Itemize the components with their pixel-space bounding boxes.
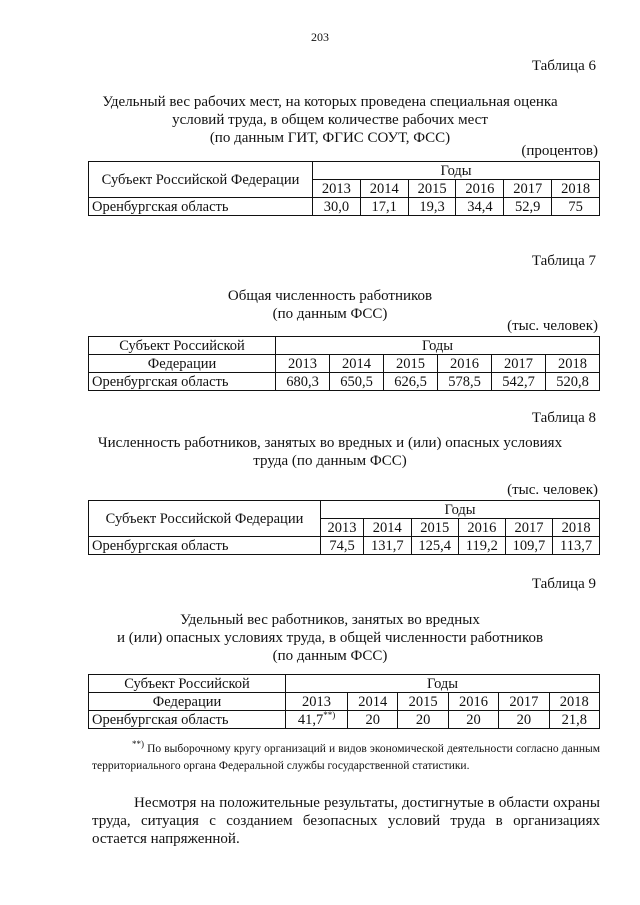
year-cell: 2016 [438, 355, 492, 373]
year-cell: 2015 [408, 180, 456, 198]
table-8-label: Таблица 8 [531, 410, 596, 426]
subject-header-line: Федерации [89, 355, 276, 373]
year-cell: 2013 [313, 180, 361, 198]
year-cell: 2015 [384, 355, 438, 373]
year-cell: 2018 [546, 355, 600, 373]
row-label: Оренбургская область [89, 198, 313, 216]
year-cell: 2017 [504, 180, 552, 198]
year-cell: 2014 [360, 180, 408, 198]
table-6-label: Таблица 6 [531, 58, 596, 74]
value-cell: 20 [398, 711, 448, 729]
value-cell: 20 [448, 711, 498, 729]
value-cell: 113,7 [553, 537, 600, 555]
value-cell: 34,4 [456, 198, 504, 216]
year-cell: 2015 [411, 519, 458, 537]
value-cell: 21,8 [549, 711, 599, 729]
footnote-text: По выборочному кругу организаций и видов экономической деятельности согласно данным территориального органа Федеральной службы государственной статистики. [92, 743, 601, 772]
value-cell: 52,9 [504, 198, 552, 216]
body-paragraph: Несмотря на положительные результаты, достигнутые в области охраны труда, ситуация с созданием безопасных условий труда в организациях остается напряженной. [92, 795, 600, 847]
title-line: труда (по данным ФСС) [253, 453, 407, 469]
value-cell: 20 [348, 711, 398, 729]
table-7 [88, 336, 600, 391]
value-text: 41,7 [297, 711, 324, 728]
row-label: Оренбургская область [89, 537, 321, 555]
value-cell: 119,2 [458, 537, 505, 555]
year-cell: 2013 [321, 519, 364, 537]
value-cell: 131,7 [364, 537, 411, 555]
subject-header-line: Федерации [89, 693, 286, 711]
title-line: Удельный вес работников, занятых во вредных [180, 612, 480, 628]
table-7-unit: (тыс. человек) [507, 318, 598, 334]
year-cell: 2015 [398, 693, 448, 711]
value-cell: 74,5 [321, 537, 364, 555]
value-cell: 20 [499, 711, 549, 729]
title-line: и (или) опасных условиях труда, в общей численности работников [116, 630, 544, 646]
value-cell: 109,7 [505, 537, 552, 555]
year-cell: 2017 [505, 519, 552, 537]
table-7-label: Таблица 7 [531, 253, 596, 269]
value-cell: 542,7 [492, 373, 546, 391]
value-cell: 75 [552, 198, 600, 216]
year-cell: 2014 [330, 355, 384, 373]
footnote [92, 741, 600, 775]
row-label: Оренбургская область [89, 373, 276, 391]
years-header: Годы [286, 675, 600, 693]
subject-header-line: Субъект Российской [89, 675, 286, 693]
year-cell: 2017 [499, 693, 549, 711]
title-line: (по данным ФСС) [272, 648, 388, 664]
row-label: Оренбургская область [89, 711, 286, 729]
subject-header: Субъект Российской Федерации [89, 162, 313, 198]
table-8 [88, 500, 600, 555]
year-cell: 2016 [456, 180, 504, 198]
value-cell: 626,5 [384, 373, 438, 391]
subject-header: Субъект Российской Федерации [89, 501, 321, 537]
value-cell: 680,3 [276, 373, 330, 391]
year-cell: 2014 [364, 519, 411, 537]
years-header: Годы [313, 162, 600, 180]
year-cell: 2018 [553, 519, 600, 537]
footnote-mark: **) [132, 739, 144, 750]
title-line: (по данным ГИТ, ФГИС СОУТ, ФСС) [209, 130, 451, 146]
table-6-title [60, 93, 600, 147]
table-6-unit: (процентов) [521, 143, 598, 159]
value-cell: 520,8 [546, 373, 600, 391]
table-8-unit: (тыс. человек) [507, 482, 598, 498]
value-cell: 125,4 [411, 537, 458, 555]
year-cell: 2017 [492, 355, 546, 373]
table-9-label: Таблица 9 [531, 576, 596, 592]
year-cell: 2014 [348, 693, 398, 711]
value-cell: 30,0 [313, 198, 361, 216]
year-cell: 2013 [276, 355, 330, 373]
value-cell: 17,1 [360, 198, 408, 216]
year-cell: 2016 [448, 693, 498, 711]
years-header: Годы [276, 337, 600, 355]
value-cell [286, 711, 348, 729]
year-cell: 2018 [552, 180, 600, 198]
page-number: 203 [311, 30, 329, 44]
title-line: (по данным ФСС) [272, 306, 388, 322]
value-cell: 19,3 [408, 198, 456, 216]
value-cell: 650,5 [330, 373, 384, 391]
title-line: условий труда, в общем количестве рабочих мест [172, 112, 488, 128]
title-line: Удельный вес рабочих мест, на которых проведена специальная оценка [102, 94, 558, 110]
value-cell: 578,5 [438, 373, 492, 391]
table-9 [88, 674, 600, 729]
footnote-ref[interactable]: **) [323, 709, 336, 720]
year-cell: 2016 [458, 519, 505, 537]
subject-header-line: Субъект Российской [89, 337, 276, 355]
table-6 [88, 161, 600, 216]
table-8-title [60, 434, 600, 470]
years-header: Годы [321, 501, 600, 519]
table-9-title [60, 611, 600, 665]
year-cell: 2013 [286, 693, 348, 711]
year-cell: 2018 [549, 693, 599, 711]
title-line: Численность работников, занятых во вредных и (или) опасных условиях [97, 435, 563, 451]
title-line: Общая численность работников [227, 288, 433, 304]
